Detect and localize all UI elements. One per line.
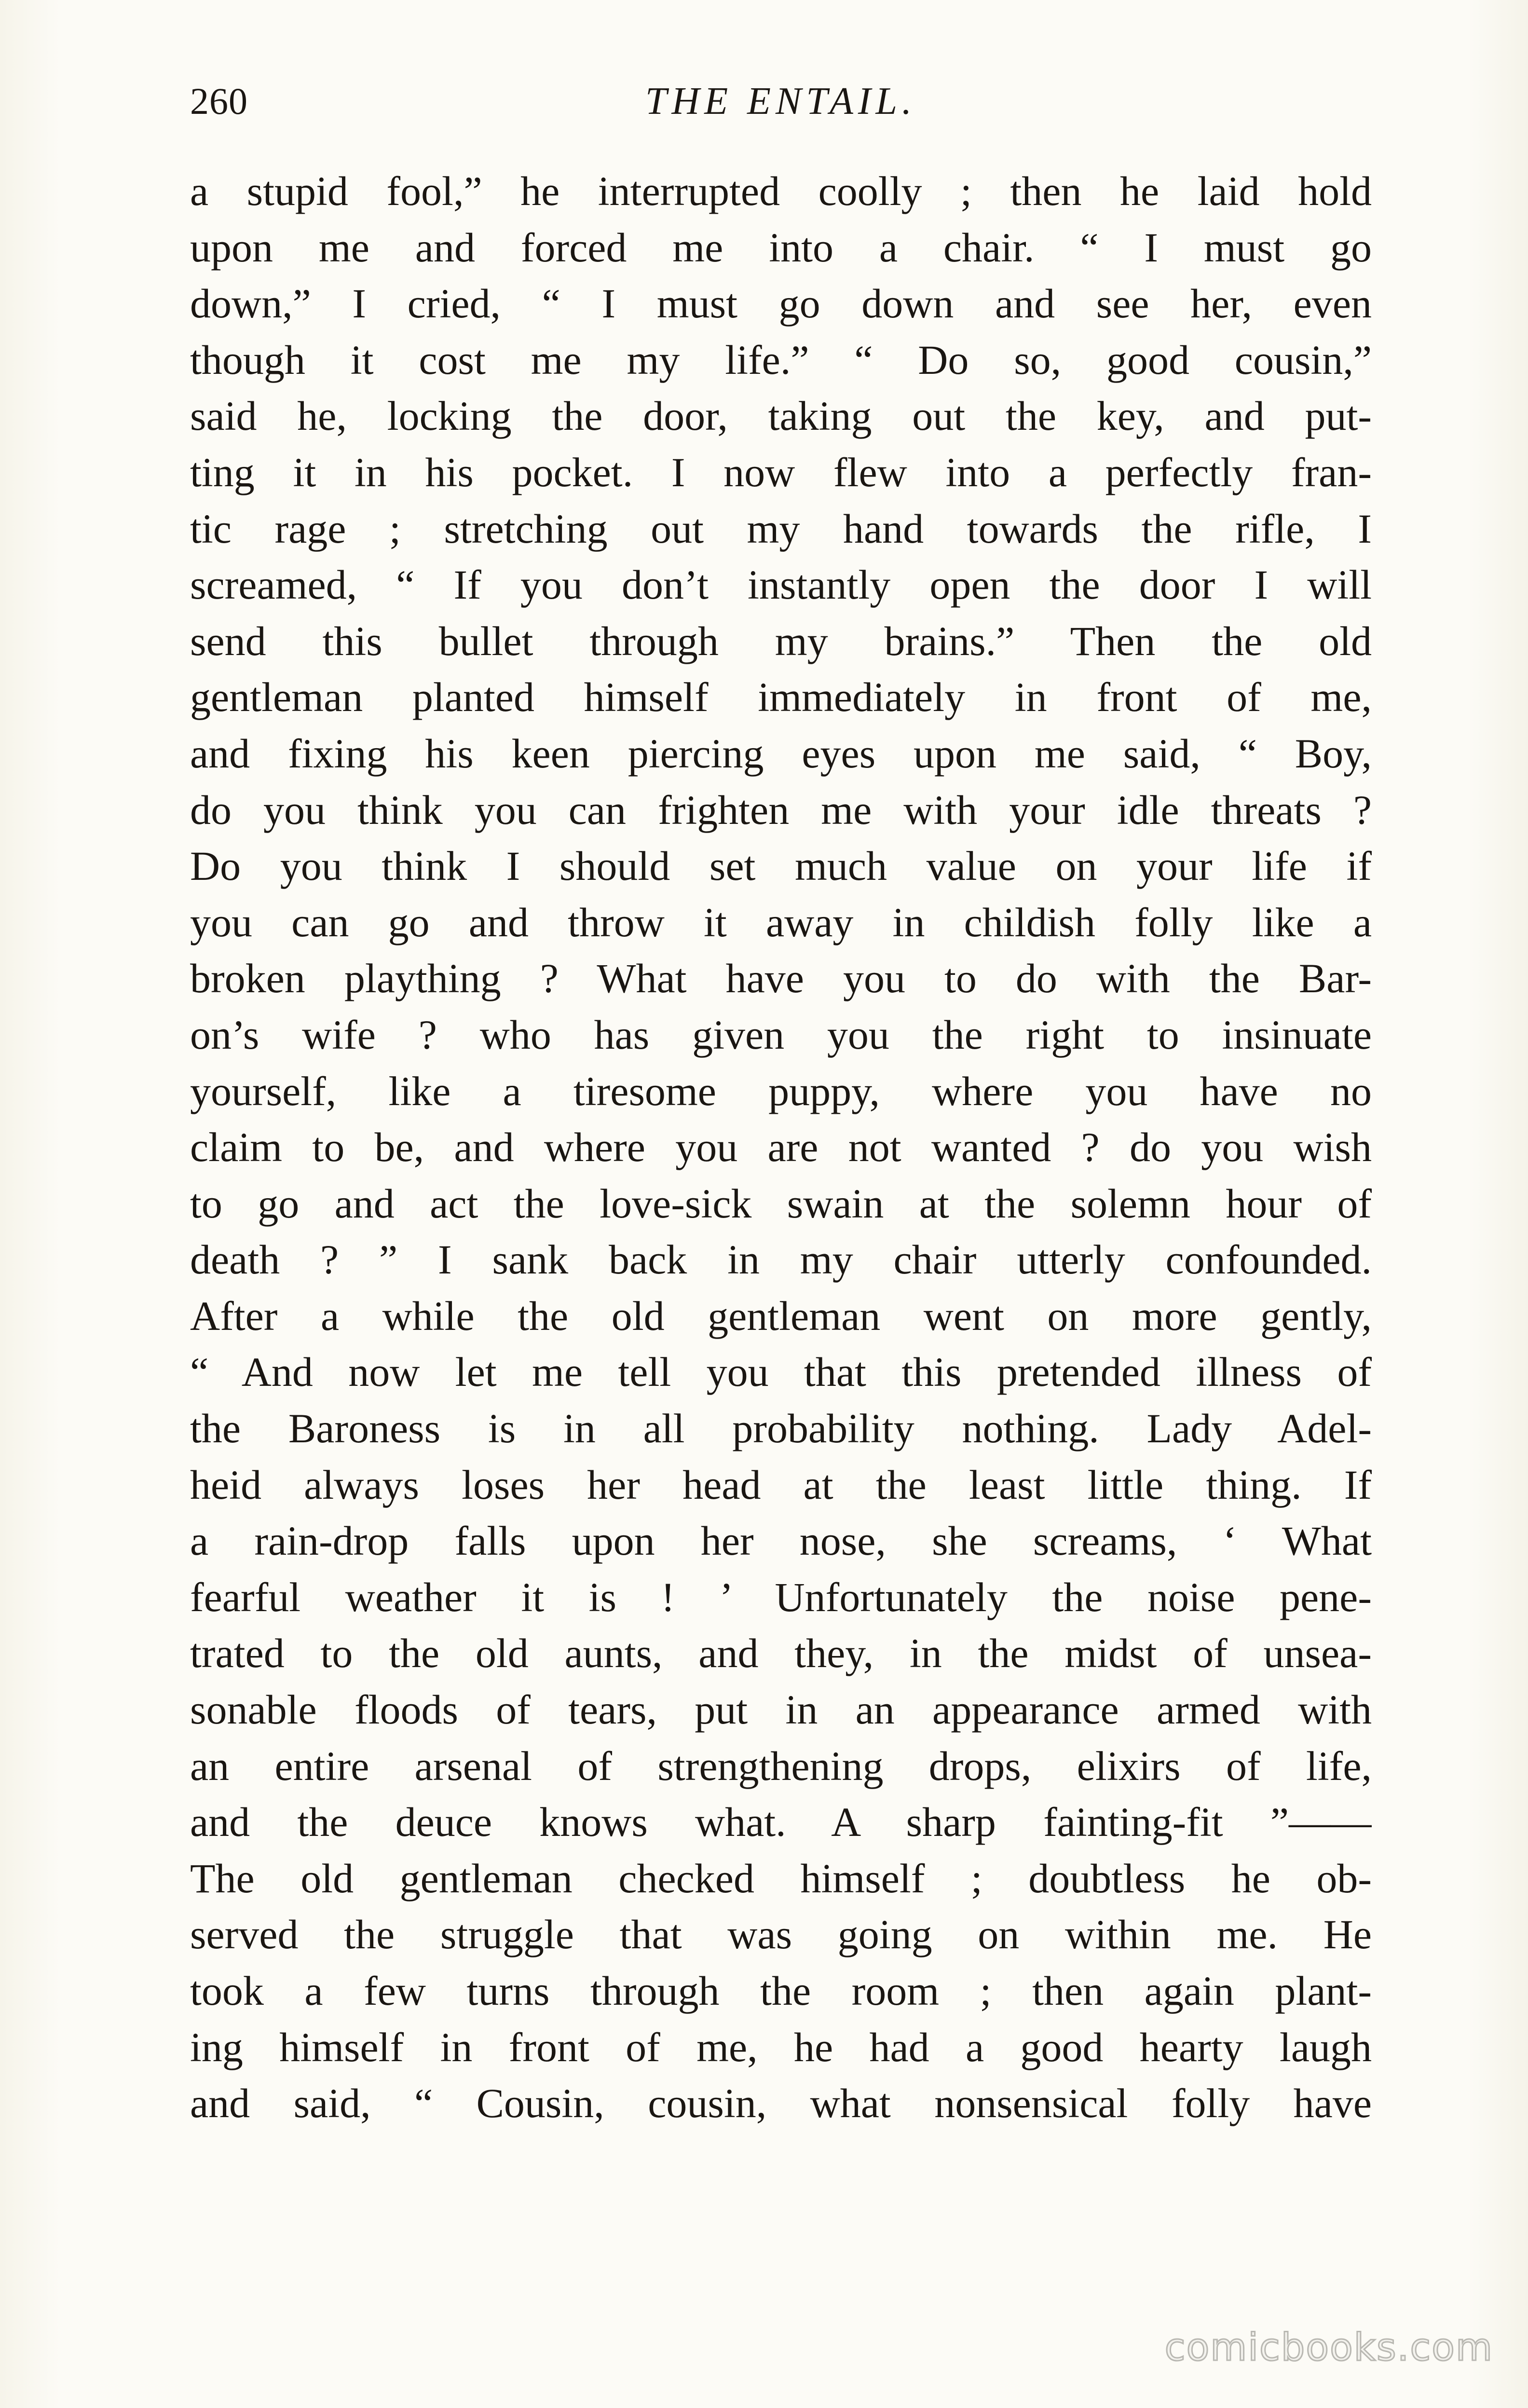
text-line: trated to the old aunts, and they, in the midst of unsea- (190, 1630, 1372, 1677)
text-line: a rain-drop falls upon her nose, she screams, ‘ What (190, 1518, 1372, 1564)
text-line: ing himself in front of me, he had a good hearty laugh (190, 2024, 1372, 2070)
text-line: the Baroness is in all probability nothing. Lady Adel- (190, 1405, 1372, 1452)
text-line: ting it in his pocket. I now flew into a perfectly fran- (190, 449, 1372, 495)
running-title: THE ENTAIL. (645, 80, 916, 123)
text-line: sonable floods of tears, put in an appearance armed with (190, 1686, 1372, 1733)
text-line: a stupid fool,” he interrupted coolly ; then he laid hold (190, 168, 1372, 214)
text-line: said he, locking the door, taking out the key, and put- (190, 393, 1372, 439)
text-line: broken plaything ? What have you to do with the Bar- (190, 955, 1372, 1002)
text-line: The old gentleman checked himself ; doubtless he ob- (190, 1855, 1372, 1902)
text-line: claim to be, and where you are not wanted ? do you wish (190, 1124, 1372, 1171)
text-line: send this bullet through my brains.” Then the old (190, 617, 1372, 664)
body-text (190, 163, 1372, 2132)
text-line: served the struggle that was going on within me. He (190, 1911, 1372, 1958)
text-line: tic rage ; stretching out my hand towards the rifle, I (190, 505, 1372, 552)
text-line: heid always loses her head at the least little thing. If (190, 1461, 1372, 1508)
text-line: and fixing his keen piercing eyes upon me said, “ Boy, (190, 730, 1372, 777)
text-line: fearful weather it is ! ’ Unfortunately the noise pene- (190, 1573, 1372, 1620)
text-line: upon me and forced me into a chair. “ I must go (190, 224, 1372, 271)
watermark: comicbooks.com (1164, 2326, 1493, 2369)
text-line: on’s wife ? who has given you the right to insinuate (190, 1011, 1372, 1058)
text-line: an entire arsenal of strengthening drops, elixirs of life, (190, 1742, 1372, 1789)
text-line: you can go and throw it away in childish folly like a (190, 899, 1372, 945)
text-line: yourself, like a tiresome puppy, where you have no (190, 1067, 1372, 1114)
text-line: screamed, “ If you don’t instantly open the door I will (190, 561, 1372, 608)
text-line: death ? ” I sank back in my chair utterly confounded. (190, 1236, 1372, 1283)
text-line: and the deuce knows what. A sharp fainting-fit ”—— (190, 1799, 1372, 1846)
text-line: gentleman planted himself immediately in front of me, (190, 674, 1372, 721)
text-line: took a few turns through the room ; then again plant- (190, 1968, 1372, 2014)
text-line: though it cost me my life.” “ Do so, good cousin,” (190, 336, 1372, 383)
page-number: 260 (190, 80, 248, 122)
text-line: do you think you can frighten me with your idle threats ? (190, 786, 1372, 833)
text-line: After a while the old gentleman went on more gently, (190, 1292, 1372, 1339)
text-line: Do you think I should set much value on your life if (190, 843, 1372, 889)
text-line: down,” I cried, “ I must go down and see her, even (190, 280, 1372, 327)
running-head (190, 72, 1372, 130)
text-line: and said, “ Cousin, cousin, what nonsensical folly have (190, 2080, 1372, 2127)
text-line: “ And now let me tell you that this pretended illness of (190, 1349, 1372, 1396)
text-line: to go and act the love-sick swain at the solemn hour of (190, 1180, 1372, 1227)
